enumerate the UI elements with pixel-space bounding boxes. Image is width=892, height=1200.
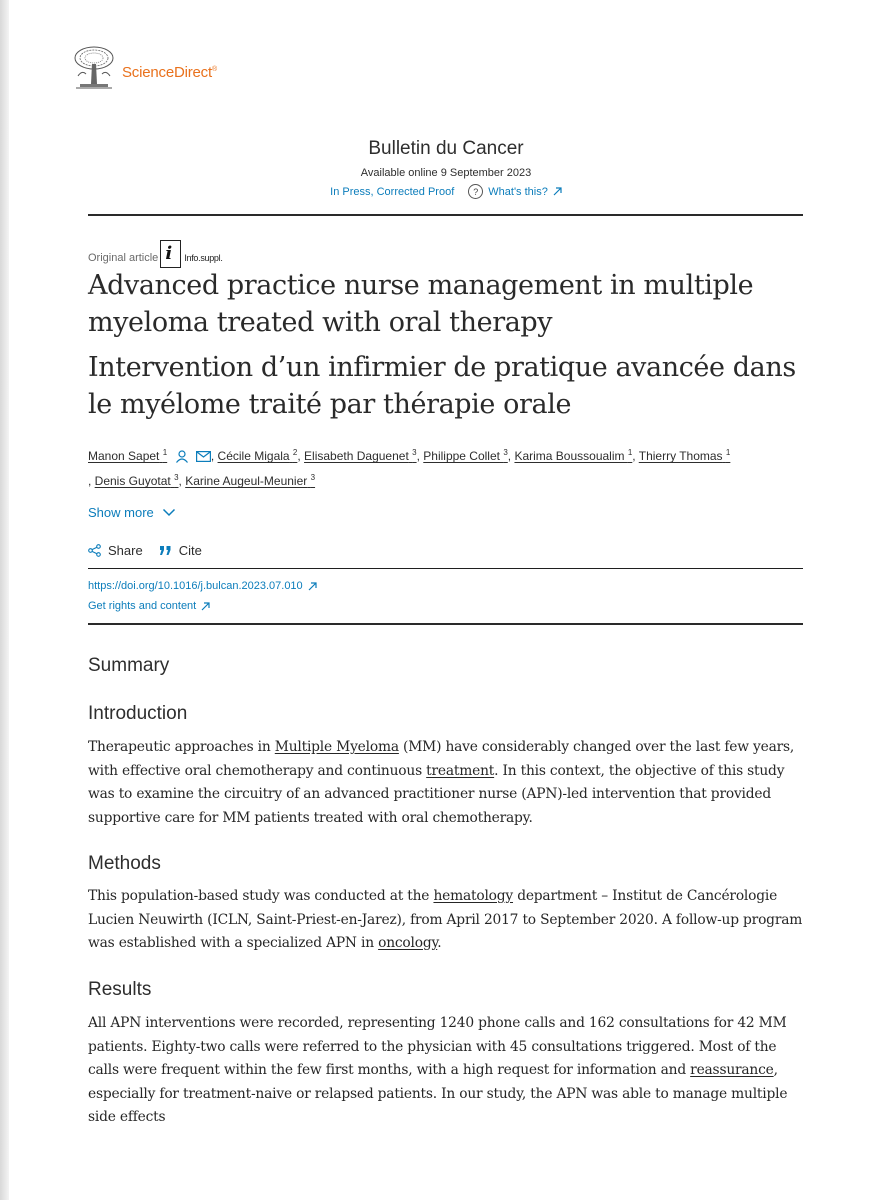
author-link[interactable]: Karine Augeul-Meunier $^3$ [185, 473, 316, 488]
introduction-heading: Introduction [88, 703, 188, 724]
reassurance-link[interactable]: reassurance [690, 1062, 774, 1078]
external-arrow-icon [308, 582, 317, 591]
share-icon [88, 544, 101, 557]
page-shadow-edge [0, 0, 9, 1200]
article-status-row [0, 184, 892, 199]
share-button[interactable] [88, 543, 143, 558]
whats-this-link[interactable] [468, 184, 562, 199]
share-label: Share [108, 543, 143, 558]
article-title-french [88, 349, 808, 423]
results-paragraph: All APN interventions were recorded, representing 1240 phone calls and 162 consultations for 42 MM patients. Eighty-two calls were referred to the physician with 45 consultations triggered. Most of the calls were frequent within the few first months, with a high request for information and reassurance, especially for treatment-naive or relapsed patients. In our study, the APN was able to manage multiple side effects [88, 1015, 788, 1125]
brand-name: ScienceDirect® [122, 63, 217, 81]
cite-label: Cite [178, 543, 202, 558]
summary-divider [88, 623, 803, 625]
rights-link[interactable] [88, 600, 210, 612]
title-en-line-2: myeloma treated with oral therapy [88, 307, 553, 338]
person-icon[interactable] [175, 450, 189, 463]
article-type: Original article [88, 252, 159, 264]
hematology-link[interactable]: hematology [433, 888, 514, 904]
quote-icon [159, 545, 172, 556]
supplement-label[interactable]: Info.suppl. [184, 253, 223, 263]
chevron-down-icon [162, 508, 176, 517]
actions-divider [88, 568, 803, 569]
introduction-paragraph: Therapeutic approaches in Multiple Myeloma (MM) have considerably changed over the last few years, with effective oral chemotherapy and continuous treatment. In this context, the objective of this study was to examine the circuitry of an advanced practitioner nurse (APN)-led intervention that provided supportive care for MM patients treated with oral chemotherapy. [88, 739, 795, 826]
external-arrow-icon [201, 602, 210, 611]
article-title-english [88, 267, 808, 341]
show-more-button[interactable] [88, 505, 176, 520]
oncology-link[interactable]: oncology [378, 935, 438, 951]
multiple-myeloma-link[interactable]: Multiple Myeloma [274, 739, 399, 755]
cite-button[interactable] [159, 543, 202, 558]
mail-icon[interactable] [196, 451, 211, 462]
title-en-line-1: Advanced practice nurse management in multiple [88, 270, 754, 301]
external-arrow-icon [553, 187, 562, 196]
whats-this-label: What's this? [488, 185, 548, 198]
doi-url: https://doi.org/10.1016/j.bulcan.2023.07.010 [88, 580, 303, 592]
author-link[interactable]: Philippe Collet $^3$ [423, 448, 508, 463]
title-fr-line-2: le myélome traité par thérapie orale [88, 389, 572, 420]
question-icon: ? [468, 184, 483, 199]
article-type-row [88, 243, 223, 268]
methods-heading: Methods [88, 853, 161, 874]
author-list: Manon Sapet $^1$ , Cécile Migala $^2$, Elisabeth Daguenet $^3$, Philippe Collet $^3$, Karima Boussoualim $^1$, Thierry Thomas $^1$ , Denis Guyotat $^3$, Karine Augeul-Meunier $^3$ [88, 448, 731, 488]
show-more-label: Show more [88, 505, 154, 520]
results-heading: Results [88, 979, 152, 1000]
info-supplement-icon[interactable]: i [160, 240, 181, 268]
methods-paragraph: This population-based study was conducted at the hematology department – Institut de Cancérologie Lucien Neuwirth (ICLN, Saint-Priest-en-Jarez), from April 2017 to September 2020. A follow-up program was established with a specialized APN in oncology. [88, 888, 803, 951]
header-divider [88, 214, 803, 216]
author-link[interactable]: Cécile Migala $^2$ [217, 448, 298, 463]
treatment-link[interactable]: treatment [426, 762, 495, 779]
summary-heading: Summary [88, 655, 170, 676]
available-online-date: Available online 9 September 2023 [360, 167, 532, 179]
in-press-status: In Press, Corrected Proof [330, 185, 455, 198]
journal-title[interactable]: Bulletin du Cancer [368, 138, 524, 159]
article-actions [88, 543, 212, 558]
doi-link[interactable] [88, 580, 317, 592]
elsevier-tree-icon [72, 44, 116, 90]
rights-label: Get rights and content [88, 600, 197, 612]
sciencedirect-logo[interactable] [72, 44, 217, 90]
author-link[interactable]: Elisabeth Daguenet $^3$ [304, 448, 417, 463]
author-link[interactable]: Denis Guyotat $^3$ [94, 473, 179, 488]
title-fr-line-1: Intervention d’un infirmier de pratique avancée dans [88, 352, 796, 383]
author-link[interactable]: Karima Boussoualim $^1$ [514, 448, 633, 463]
author-link[interactable]: Thierry Thomas $^1$ [638, 448, 731, 463]
author-link[interactable]: Manon Sapet $^1$ [88, 448, 168, 463]
